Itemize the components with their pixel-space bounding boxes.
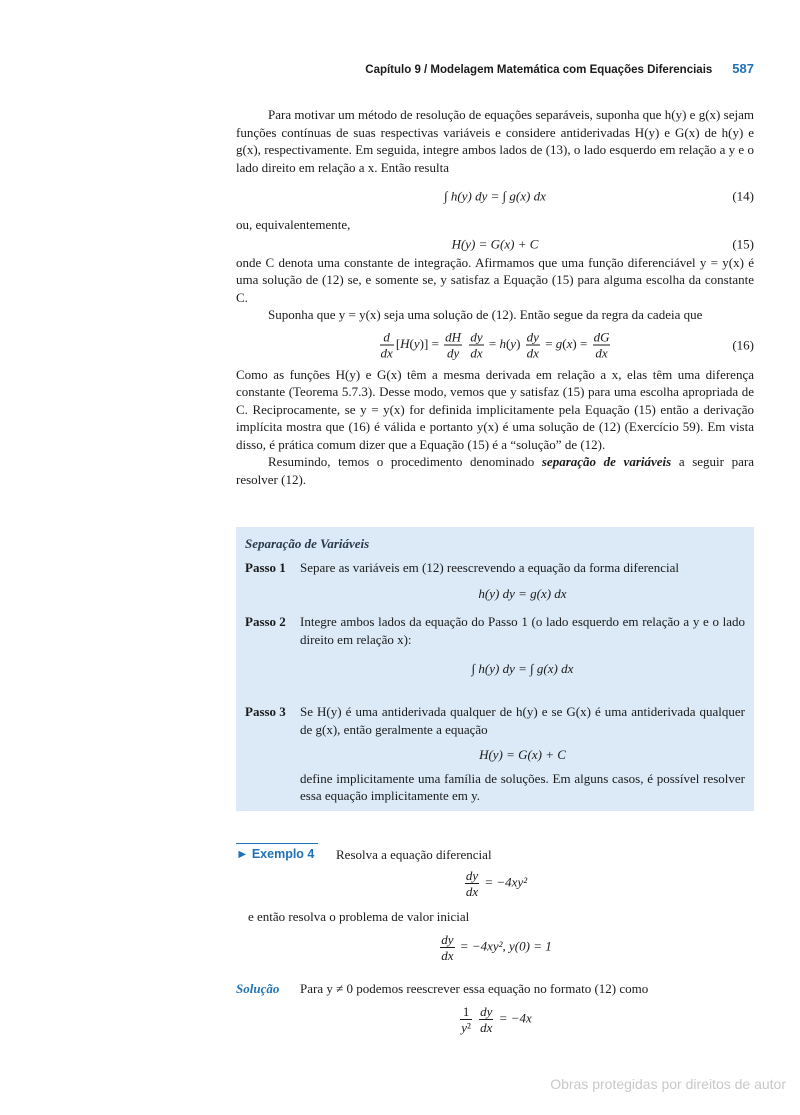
step-1 (245, 559, 745, 608)
chapter-title: Capítulo 9 / Modelagem Matemática com Equações Diferenciais (365, 64, 713, 76)
step-2-label: Passo 2 (245, 614, 286, 629)
example-equation-2-rhs: = −4xy², y(0) = 1 (459, 938, 552, 954)
running-header (236, 60, 754, 80)
equation-14-number: (14) (732, 188, 754, 204)
step-1-text: Separe as variáveis em (12) reescrevendo a equação da forma diferencial (300, 560, 679, 575)
equation-16-expr: $\frac{d}{dx}$ [H(y)] = $\frac{dH}{dy}$ $\frac{dy}{dx}$ = h(y) $\frac{dy}{dx}$ = g(x) = $\frac{dG}{dx}$ (380, 329, 610, 360)
step-3 (245, 703, 745, 805)
solution-equation-rhs: = −4x (498, 1010, 532, 1026)
step-3-text: Se H(y) é uma antiderivada qualquer de h(y) e se G(x) é uma antiderivada qualquer de g(x), então geralmente a equação (300, 704, 745, 737)
main-text (236, 106, 754, 488)
term-separation: separação de variáveis (541, 454, 672, 469)
solution-text: Para y ≠ 0 podemos reescrever essa equação no formato (12) como (300, 981, 649, 996)
paragraph-constant: onde C denota uma constante de integração. Afirmamos que uma função diferenciável y = y(x) é uma solução de (12) se, e somente se, y satisfaz a Equação (15) para alguma escolha da constante C. (236, 254, 754, 305)
example-equation-1: $\frac{dy}{dx}$ = −4xy² (465, 868, 528, 899)
solution-label: Solução (236, 981, 280, 996)
example-prompt: Resolva a equação diferencial (336, 847, 492, 862)
step-3-label: Passo 3 (245, 704, 286, 719)
example-text-2: e então resolva o problema de valor inicial (248, 909, 470, 924)
paragraph-equivalently: ou, equivalentemente, (236, 217, 351, 232)
equation-14 (236, 176, 754, 216)
step-2-text: Integre ambos lados da equação do Passo 1 (o lado esquerdo em relação a y e o lado direito em relação x): (300, 614, 745, 647)
equation-16-number: (16) (732, 336, 754, 352)
equation-14-expr: ∫ h(y) dy = ∫ g(x) dx (444, 188, 546, 204)
paragraph-conclusion: Como as funções H(y) e G(x) têm a mesma derivada em relação a x, elas têm uma diferença constante (Teorema 5.7.3). Desse modo, vemos que y satisfaz (15) para uma escolha apropriada de C. Reciprocamente, se y = y(x) for definida implicitamente pela Equação (15) então a derivação implícita mostra que (16) é válida e portanto y(x) é uma solução de (12) (Exercício 59). Em vista disso, é prática comum dizer que a Equação (15) é a “solução” de (12). (236, 366, 754, 452)
example-equation-2: $\frac{dy}{dx}$ = −4xy², y(0) = 1 (441, 932, 552, 963)
equation-15 (236, 234, 754, 254)
page-number: 587 (732, 61, 754, 76)
paragraph-chain-rule: Suponha que y = y(x) seja uma solução de (12). Então segue da regra da cadeia que (268, 307, 703, 322)
example-rule (236, 843, 318, 844)
example-equation-1-rhs: = −4xy² (484, 874, 528, 890)
equation-15-expr: H(y) = G(x) + C (451, 235, 539, 251)
step-2-equation: ∫ h(y) dy = ∫ g(x) dx (471, 661, 574, 676)
solution-equation: $\frac{1}{\text{y²}}$ $\frac{dy}{dx}$ = −4x (461, 1004, 532, 1035)
example-label: ► Exemplo 4 (236, 847, 315, 861)
copyright-watermark: Obras protegidas por direitos de autor (550, 1075, 786, 1092)
step-1-label: Passo 1 (245, 560, 286, 575)
step-1-equation: h(y) dy = g(x) dx (478, 585, 567, 601)
paragraph-summary: Resumindo, temos o procedimento denominado separação de variáveis a seguir para resolver (12). (236, 454, 754, 487)
equation-15-number: (15) (732, 235, 754, 251)
separation-of-variables-box (236, 527, 754, 811)
step-2 (245, 613, 745, 684)
equation-16 (236, 324, 754, 366)
step-3-text-2: define implicitamente uma família de soluções. Em alguns casos, é possível resolver essa equação implicitamente em y. (300, 770, 745, 803)
box-title: Separação de Variáveis (245, 536, 370, 551)
step-3-equation: H(y) = G(x) + C (479, 747, 566, 762)
paragraph-motivation: Para motivar um método de resolução de equações separáveis, suponha que h(y) e g(x) sejam funções contínuas de suas respectivas variáveis e considere antiderivadas H(y) e G(x) de h(y) e g(x), respectivamente. Em seguida, integre ambos lados de (13), o lado esquerdo em relação a y e o lado direito em relação a x. Então resulta (236, 107, 754, 175)
